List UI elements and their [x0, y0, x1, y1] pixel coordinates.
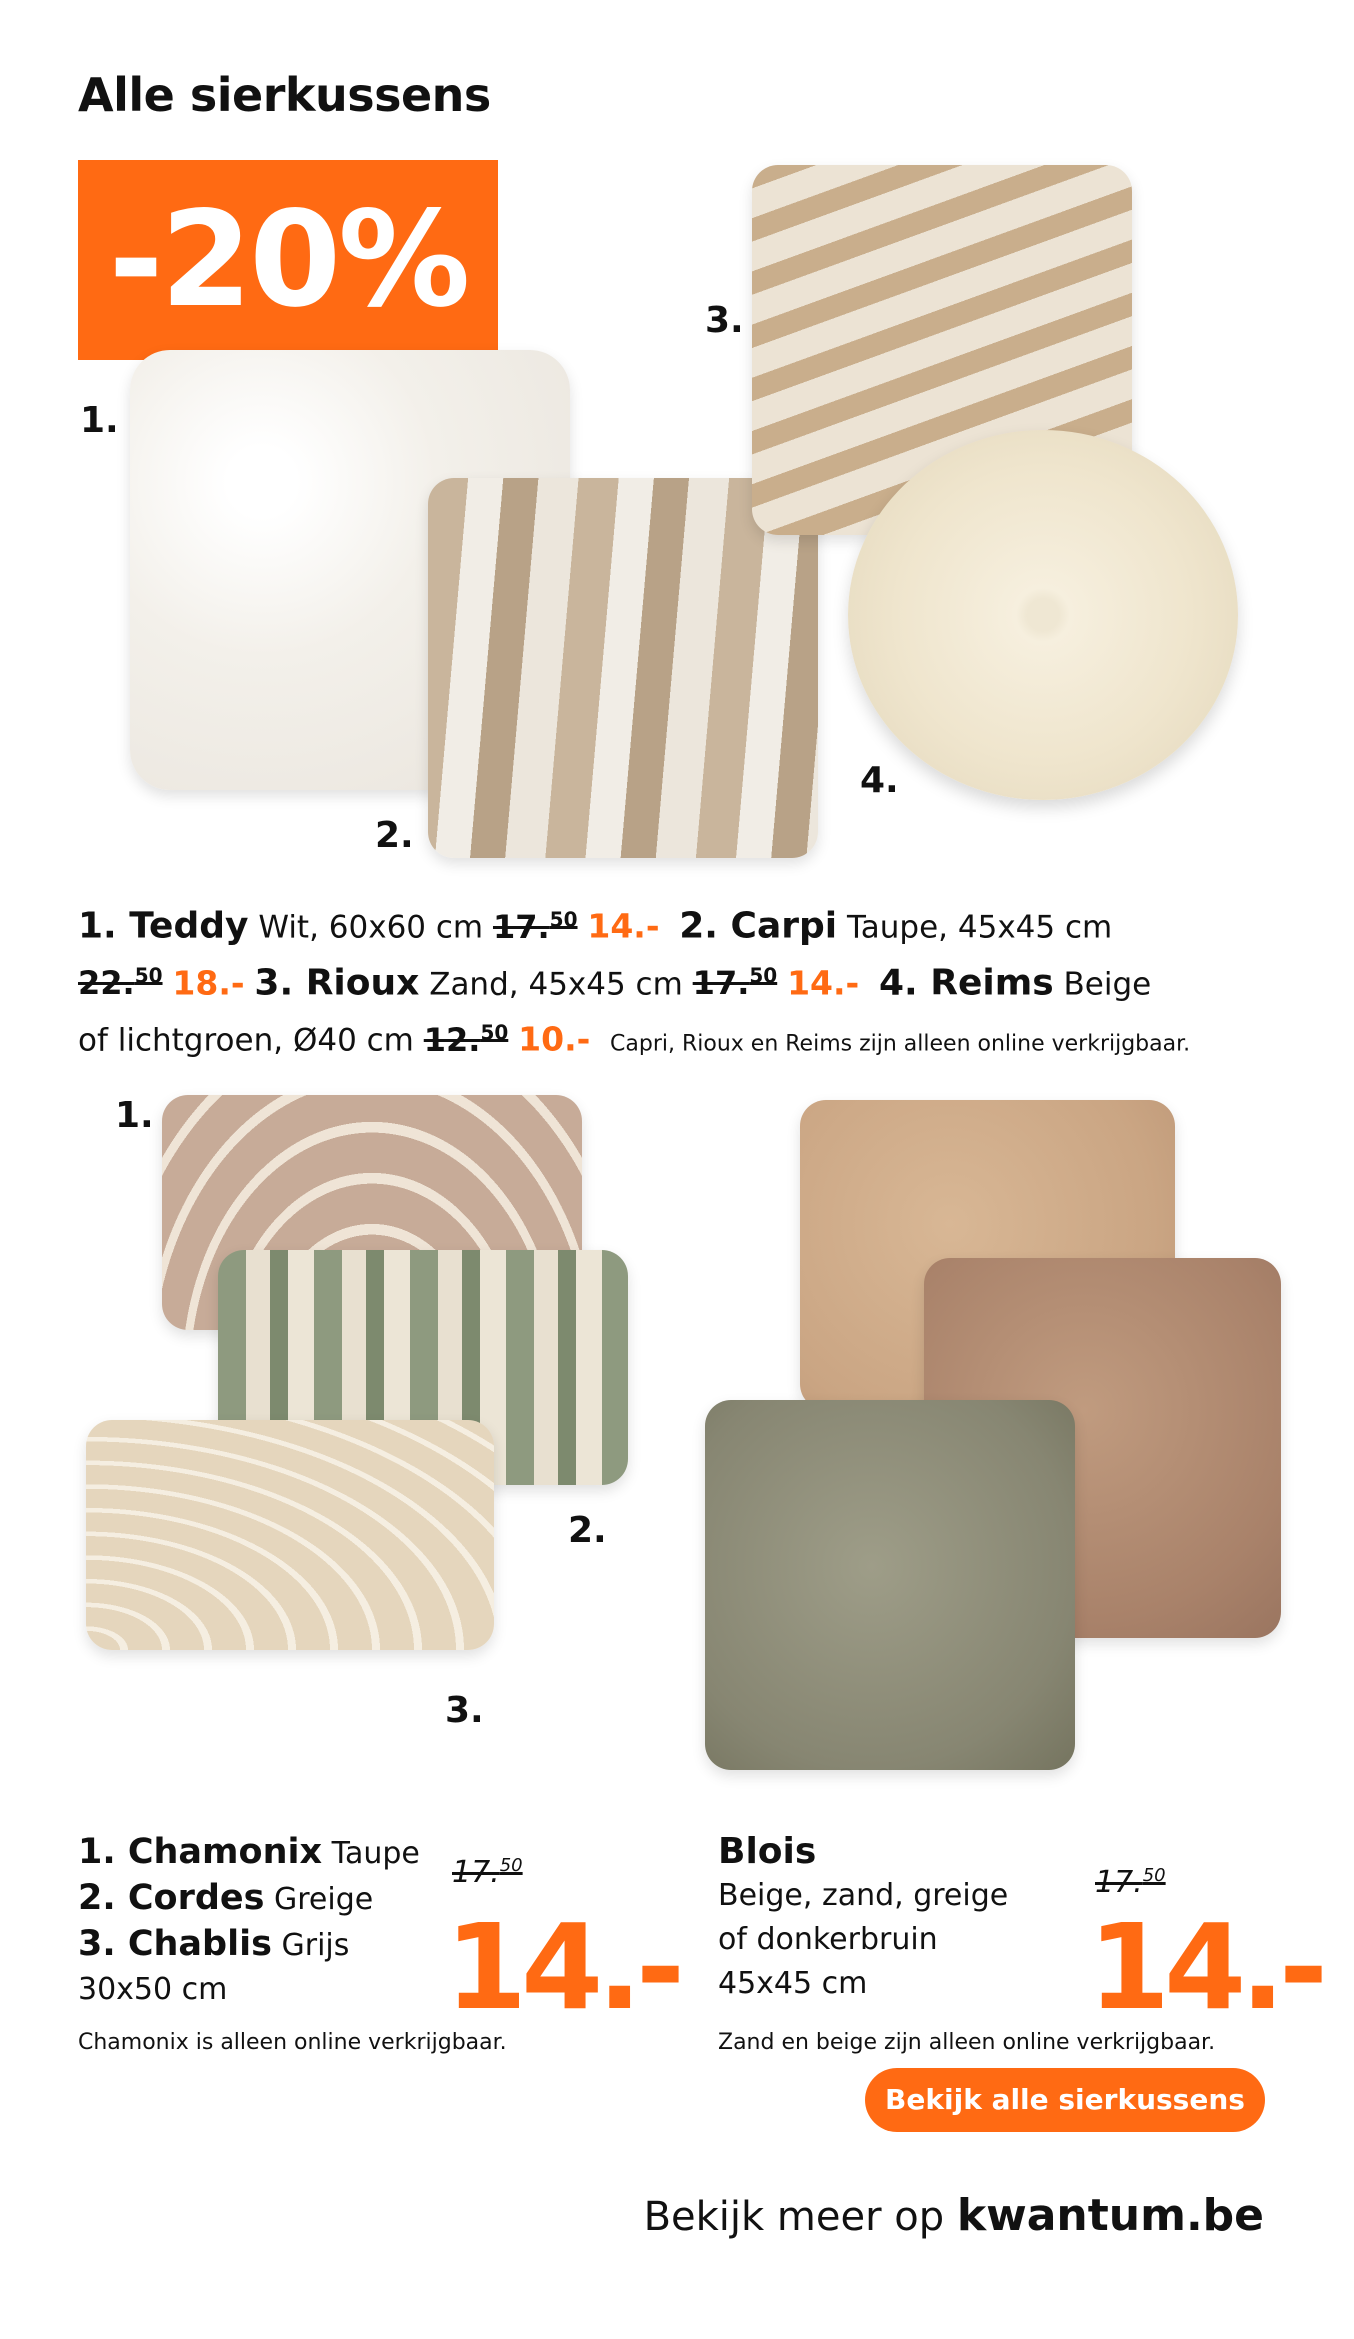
new-price-reims: 10.- — [518, 1019, 591, 1059]
blois-name: Blois — [718, 1831, 817, 1872]
label-3: 3. — [705, 300, 744, 341]
desc-line-3 — [78, 1008, 1298, 1069]
pillow-image-blois-greige — [705, 1400, 1075, 1770]
online-note-top: Capri, Rioux en Reims zijn alleen online verkrijgbaar. — [610, 1031, 1191, 1057]
bottom-right-text — [718, 1830, 1008, 2006]
pillow-image-chablis — [86, 1420, 494, 1650]
discount-badge: -20% — [78, 160, 498, 360]
page-title: Alle sierkussens — [78, 68, 491, 122]
footer-link[interactable] — [644, 2190, 1264, 2241]
old-price-teddy: 17.50 — [492, 907, 578, 946]
desc-line-1 — [78, 895, 1298, 952]
bottom-left-price: 14.- — [445, 1898, 680, 2036]
new-price-rioux: 14.- — [787, 963, 860, 1003]
label-1: 1. — [80, 400, 119, 441]
view-all-cushions-button[interactable]: Bekijk alle sierkussens — [865, 2068, 1265, 2132]
label-2: 2. — [375, 815, 414, 856]
product-detail-teddy: Wit, 60x60 cm — [258, 909, 484, 946]
blois-size: 45x45 cm — [718, 1966, 868, 2001]
footer-prefix: Bekijk meer op — [643, 2194, 945, 2240]
item-size: 30x50 cm — [78, 1972, 228, 2007]
product-name-carpi: 2. Carpi — [679, 905, 838, 947]
item-chablis: 3. Chablis Grijs — [78, 1924, 350, 1964]
product-detail-reims-a: Beige — [1063, 966, 1152, 1003]
new-price-carpi: 18.- — [172, 963, 245, 1003]
bottom-label-1: 1. — [115, 1095, 154, 1136]
product-name-teddy: 1. Teddy — [78, 905, 249, 947]
blois-line2: of donkerbruin — [718, 1922, 938, 1957]
new-price-teddy: 14.- — [587, 906, 660, 946]
item-chamonix: 1. Chamonix Taupe — [78, 1832, 420, 1872]
bottom-left-text — [78, 1830, 420, 2012]
product-detail-carpi: Taupe, 45x45 cm — [846, 909, 1113, 946]
label-4: 4. — [860, 760, 899, 801]
product-detail-reims-b: of lichtgroen, Ø40 cm — [78, 1022, 414, 1059]
bottom-left-note: Chamonix is alleen online verkrijgbaar. — [78, 2030, 507, 2055]
old-price-rioux: 17.50 — [692, 963, 778, 1003]
product-name-rioux: 3. Rioux — [254, 962, 420, 1004]
footer-site[interactable]: kwantum.be — [956, 2190, 1264, 2241]
bottom-right-price: 14.- — [1088, 1898, 1323, 2036]
old-price-reims: 12.50 — [423, 1020, 509, 1059]
item-cordes: 2. Cordes Greige — [78, 1878, 374, 1918]
bottom-left-old-price: 17.50 — [452, 1855, 523, 1890]
pillow-image-reims — [848, 430, 1238, 800]
pillow-image-carpi — [428, 478, 818, 858]
bottom-right-old-price: 17.50 — [1095, 1865, 1166, 1900]
top-product-description — [78, 895, 1298, 1069]
blois-line1: Beige, zand, greige — [718, 1878, 1009, 1913]
bottom-right-note: Zand en beige zijn alleen online verkrijgbaar. — [718, 2030, 1216, 2055]
old-price-carpi: 22.50 — [78, 963, 163, 1003]
desc-line-2 — [78, 952, 1298, 1009]
product-name-reims: 4. Reims — [878, 962, 1054, 1004]
bottom-label-2: 2. — [568, 1510, 607, 1551]
product-detail-rioux: Zand, 45x45 cm — [429, 966, 683, 1003]
bottom-label-3: 3. — [445, 1690, 484, 1731]
